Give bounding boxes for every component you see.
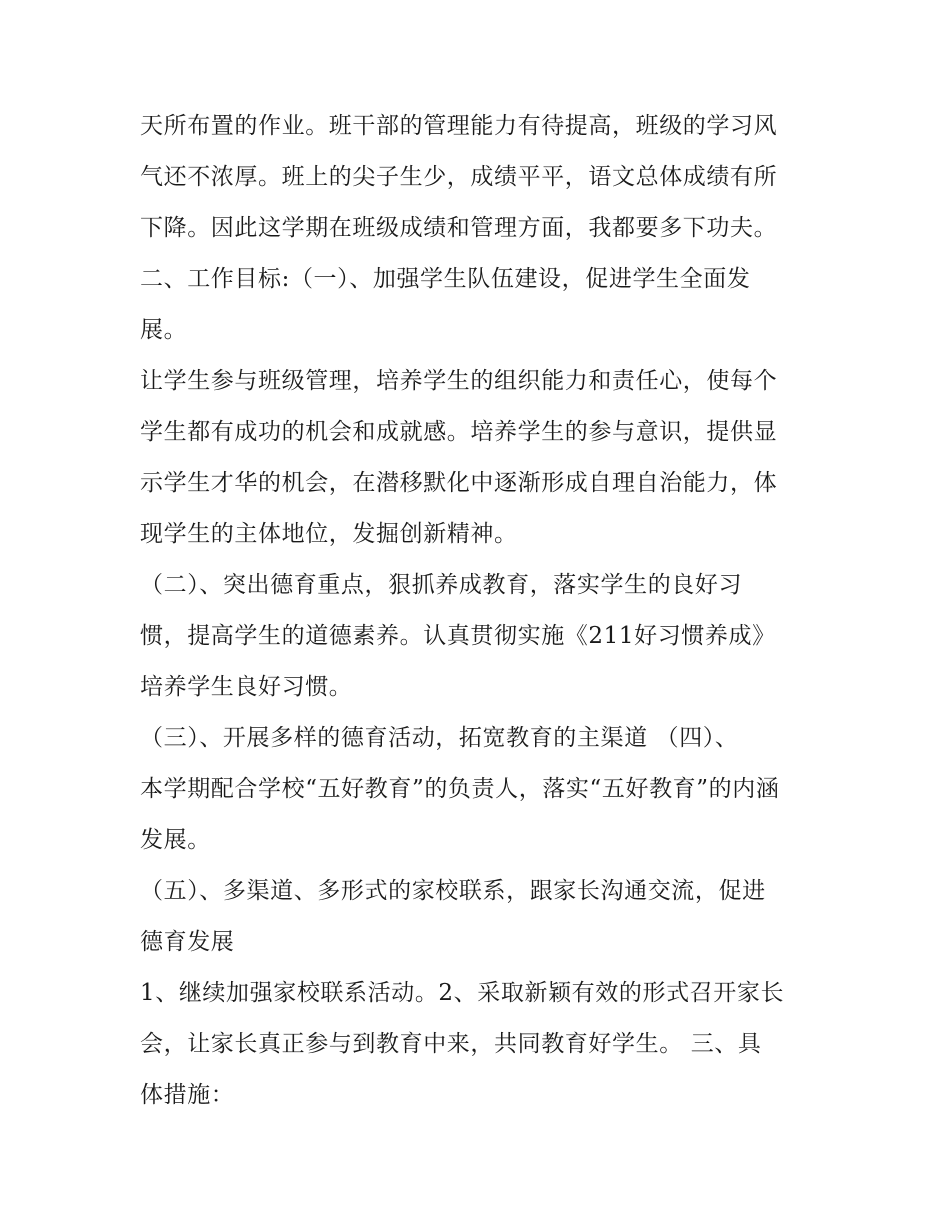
text-line-15: 发展。 bbox=[140, 827, 211, 853]
text-line-5: 展。 bbox=[140, 317, 188, 343]
text-line-12: 培养学生良好习惯。 bbox=[140, 674, 353, 700]
text-line-18: 1、继续加强家校联系活动。2、采取新颖有效的形式召开家长 bbox=[140, 980, 785, 1006]
text-line-16: （五）、多渠道、多形式的家校联系，跟家长沟通交流，促进 bbox=[140, 878, 766, 904]
text-line-11: 惯，提高学生的道德素养。认真贯彻实施《211好习惯养成》 bbox=[140, 623, 776, 649]
text-line-19: 会，让家长真正参与到教育中来，共同教育好学生。 三、具 bbox=[140, 1031, 762, 1057]
text-line-20: 体措施： bbox=[140, 1082, 235, 1108]
text-line-8: 示学生才华的机会，在潜移默化中逐渐形成自理自治能力，体 bbox=[140, 470, 778, 496]
text-line-6: 让学生参与班级管理，培养学生的组织能力和责任心，使每个 bbox=[140, 368, 778, 394]
text-line-9: 现学生的主体地位，发掘创新精神。 bbox=[140, 521, 518, 547]
text-line-1: 天所布置的作业。班干部的管理能力有待提高，班级的学习风 bbox=[140, 113, 778, 139]
text-line-10: （二）、突出德育重点，狠抓养成教育，落实学生的良好习 bbox=[140, 572, 743, 598]
section-heading-work-goals: 二、工作目标:（一）、加强学生队伍建设，促进学生全面发 bbox=[140, 266, 751, 292]
text-line-7: 学生都有成功的机会和成就感。培养学生的参与意识，提供显 bbox=[140, 419, 778, 445]
text-line-3: 下降。因此这学期在班级成绩和管理方面，我都要多下功夫。 bbox=[140, 215, 778, 241]
text-line-14: 本学期配合学校“五好教育”的负责人，落实“五好教育”的内涵 bbox=[140, 776, 780, 802]
text-line-13: （三）、开展多样的德育活动，拓宽教育的主渠道 （四）、 bbox=[140, 725, 739, 751]
document-body bbox=[140, 101, 820, 1121]
text-line-2: 气还不浓厚。班上的尖子生少，成绩平平，语文总体成绩有所 bbox=[140, 164, 778, 190]
text-line-17: 德育发展 bbox=[140, 929, 235, 955]
